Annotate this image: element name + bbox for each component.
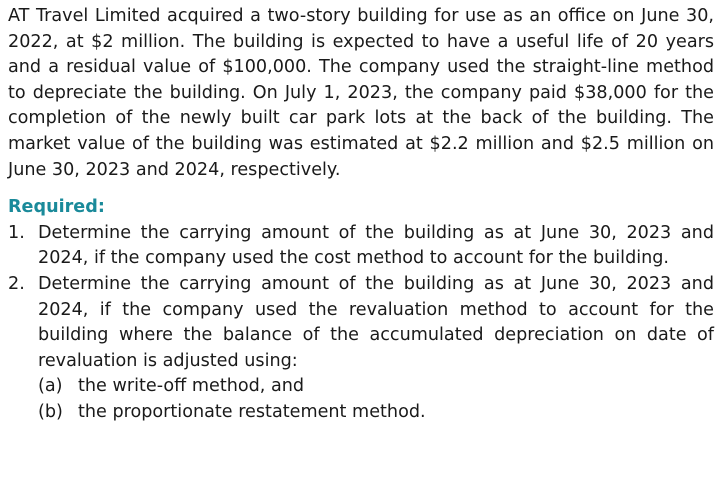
question-item-2 xyxy=(8,272,714,426)
question-text: Determine the carrying amount of the building as at June 30, 2023 and 2024, if the company used the cost method to account for the building. xyxy=(38,222,714,269)
sub-question-b xyxy=(38,400,714,426)
sub-question-list xyxy=(38,374,714,425)
sub-question-a xyxy=(38,374,714,400)
question-list xyxy=(8,221,714,426)
question-document xyxy=(8,4,714,426)
problem-statement: AT Travel Limited acquired a two-story building for use as an office on June 30, 2022, at $2 million. The building is expected to have a useful life of 20 years and a residual value of $100,000. The company used the straight-line method to depreciate the building. On July 1, 2023, the company paid $38,000 for the completion of the newly built car park lots at the back of the building. The market value of the building was estimated at $2.2 million and $2.5 million on June 30, 2023 and 2024, respectively. xyxy=(8,6,714,180)
question-number: 2. xyxy=(8,273,25,294)
question-number: 1. xyxy=(8,222,25,243)
sub-question-text: the write-off method, and xyxy=(78,376,305,397)
sub-question-label: (b) xyxy=(38,401,63,422)
question-text: Determine the carrying amount of the building as at June 30, 2023 and 2024, if the company used the revaluation method to account for the building where the balance of the accumulated depreciation on date of revaluation is adjusted using: xyxy=(38,273,714,371)
question-item-1 xyxy=(8,221,714,272)
sub-question-text: the proportionate restatement method. xyxy=(78,401,426,422)
sub-question-label: (a) xyxy=(38,376,63,397)
required-heading: Required: xyxy=(8,197,105,218)
